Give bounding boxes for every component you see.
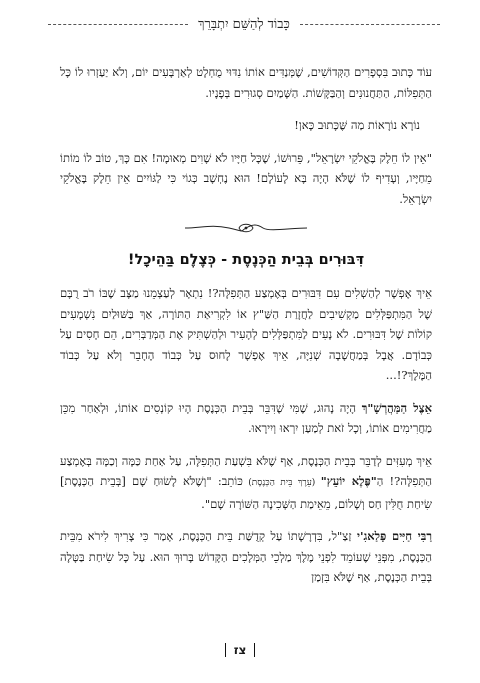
header-rule-left	[300, 24, 440, 25]
running-header	[48, 14, 440, 34]
paragraph-2: נוֹרָא נוֹרָאוֹת מַה שֶּׁכָּתוּב כָּאן!	[294, 118, 420, 132]
paragraph-5	[60, 398, 432, 439]
paragraph-6	[60, 451, 432, 515]
footer-bar-left	[225, 643, 226, 657]
paragraph-7	[60, 526, 432, 588]
paragraph-7-text: זַצַ"ל, בִּדְרָשָׁתוֹ עַל קְדֻשַּׁת בֵּית הַכְּנֶסֶת, אָמַר כִּי צָרִיךְ לִירֹא מִבֵּית הַכְּנֶסֶת, מִפְּנֵי שֶׁעוֹמֵד לִפְנֵי מֶלֶךְ מַלְכֵי הַמְּלָכִים הַקָּדוֹשׁ בָּרוּךְ הוּא. עַל כָּל שִׂיחַת בַּטָּלָה בְּבֵית הַכְּנֶסֶת, אַף שֶׁלֹּא בִּזְמַן	[60, 529, 432, 584]
page-number: צז	[233, 643, 247, 657]
paragraph-6-text-b: כּוֹתֵב: "וְשֶׁלֹּא לָשׂוּחַ שָׁם [בְּבֵית הַכְּנֶסֶת] שִׂיחַת חֻלִּין חַס וְשָׁלוֹם, מֵאֵימַת הַשְּׁכִינָה הַשּׁוֹרָה שָׁם".	[60, 474, 432, 511]
paragraph-6-ref: (עֵרֶךְ בֵּית הַכְּנֶסֶת)	[242, 478, 321, 488]
paragraph-6-book: "פֶּלֶא יוֹעֵץ"	[320, 474, 377, 488]
section-title: דִּבּוּרִים בְּבֵית הַכְּנֶסֶת - כְּצֶלֶם בַּהֵיכָל!	[127, 252, 365, 268]
flourish-icon	[181, 221, 311, 235]
paragraph-1: עוֹד כָּתוּב בִּסְפָרִים הַקְּדוֹשִׁים, שֶׁמְּנַדִּים אוֹתוֹ נִדּוּי מֻחְלָט לְאַרְבָּעִים יוֹם, וְלֹא יַעַזְרוּ לוֹ כָּל הַתְּפִלּוֹת, הַתַּחֲנוּנִים וְהַבַּקָּשׁוֹת. הַשָּׁמַיִם סְגוּרִים בְּפָנָיו.	[60, 65, 432, 100]
page-footer	[0, 643, 480, 657]
section-divider-ornament	[60, 217, 432, 239]
body-text	[60, 62, 432, 588]
header-title: כָּבוֹד לְהַשֵּׁם יִתְבָּרֵךְ	[198, 17, 290, 32]
header-rule-right	[48, 24, 188, 25]
paragraph-5-name: אֵצֶל הַמַּהֲרְשָׁ"ךְ	[361, 400, 432, 415]
paragraph-4: אֵיךְ אֶפְשָׁר לְהַשְׁלִים עִם דִּבּוּרִים בְּאֶמְצַע הַתְּפִלָּה?! נִתְאָר לְעַצְמֵנוּ מַצָּב שֶׁבּוֹ רֹב רֻבָּם שֶׁל הַמִּתְפַּלְּלִים מַקְשִׁיבִים לַחֲזָרַת הַשַּׁ"ץ אוֹ לִקְרִיאַת הַתּוֹרָה, אַךְ בַּשּׁוּלַיִם נִשְׁמָעִים קוֹלוֹת שֶׁל דִּבּוּרִים. לֹא נָעִים לַמִּתְפַּלְּלִים לְהָעִיר וּלְהַשְׁתִּיק אֶת הַמְּדַבְּרִים, הֵם חָסִים עַל כְּבוֹדָם. אֲבָל בְּמַחֲשָׁבָה שְׁנִיָּה, אֵיךְ אֶפְשָׁר לָחוּס עַל כְּבוֹד הֶחָבֵר וְלֹא עַל כְּבוֹד הַמֶּלֶךְ?!...	[60, 286, 432, 382]
paragraph-5-text: הָיָה נָהוּג, שֶׁמִּי שֶׁדִּבֵּר בְּבֵית הַכְּנֶסֶת הָיוּ קוֹנְסִים אוֹתוֹ, וּלְאַחַר מִכֵּן מַחֲרִימִים אוֹתוֹ, וְכָל זֹאת לְמַעַן יִרְאוּ וְיִירָאוּ.	[60, 400, 432, 435]
footer-bar-right	[254, 643, 255, 657]
paragraph-7-name: רַבִּי חַיִּים פָּלַאגִ'י	[356, 529, 433, 543]
paragraph-6-text-a: אֵיךְ מְעִזִּים לְדַבֵּר בְּבֵית הַכְּנֶסֶת, אַף שֶׁלֹּא בִּשְׁעַת הַתְּפִלָּה, עַל אַחַת כַּמָּה וְכַמָּה בְּאֶמְצַע הַתְּפִלָּה?! הַ	[60, 453, 432, 488]
paragraph-3: "אֵין לוֹ חֵלֶק בֶּאֱלֹקֵי יִשְׂרָאֵל", פֵּרוּשׁוֹ, שֶׁכָּל חַיָּיו לֹא שָׁוִים מְאוּמָה! אִם כָּךְ, טוֹב לוֹ מוֹתוֹ מֵחַיָּיו, וְעָדִיף לוֹ שֶׁלֹּא הָיָה בָּא לָעוֹלָם! הוּא נֶחְשָׁב כְּגוֹי כִּי לַגּוֹיִים אֵין חֵלֶק בֶּאֱלֹקֵי יִשְׂרָאֵל.	[60, 150, 432, 206]
